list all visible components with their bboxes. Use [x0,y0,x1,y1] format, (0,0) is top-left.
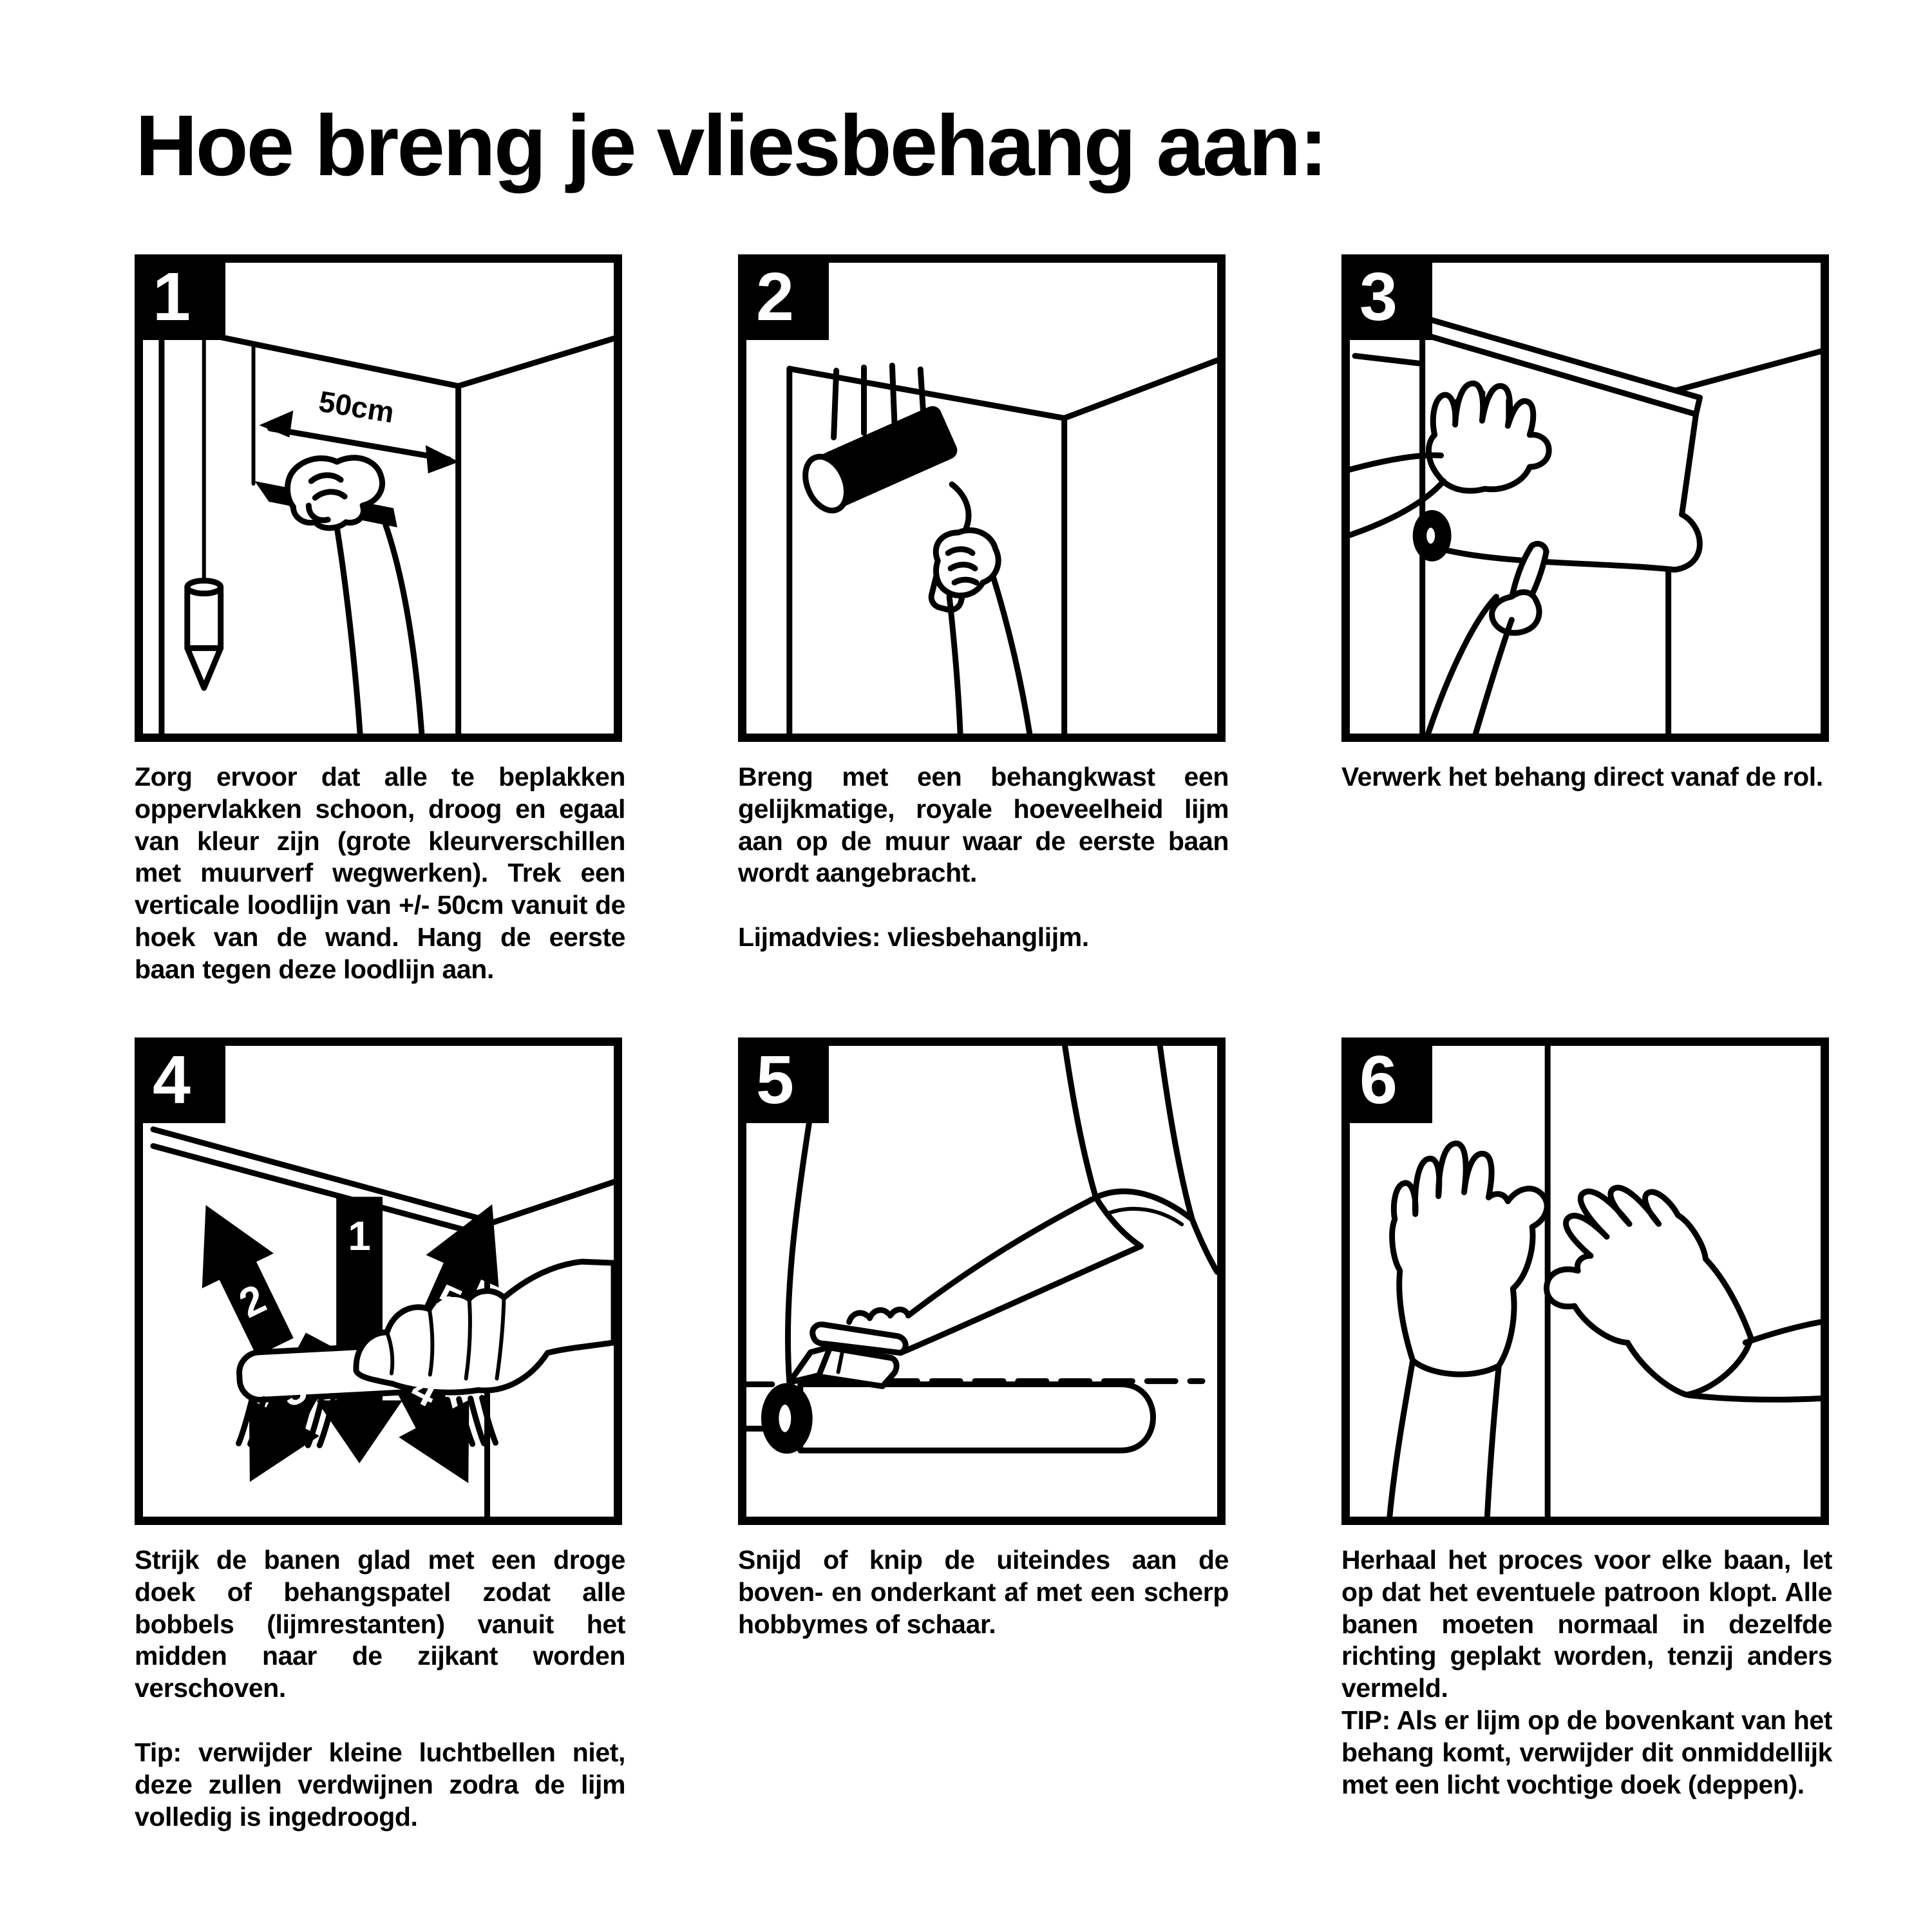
arrow-number-5: 5 [428,1274,469,1327]
right-hand [1511,1154,1821,1432]
caption-text: Snijd of knip de uiteindes aan de boven- en onderkant af met een scherp hobbymes of schaar. [738,1545,1229,1639]
caption-text: Strijk de banen glad met een droge doek of behangspatel zodat alle bobbels (lijmrestanten) vanuit het midden naar de zijkant worden verschoven. [135,1545,625,1703]
step-panel-5 [738,1037,1226,1525]
step-number: 5 [756,1042,794,1118]
step-number: 6 [1359,1042,1397,1118]
page-title: Hoe breng je vliesbehang aan: [135,98,1327,194]
step-panel-6 [1341,1037,1829,1525]
caption-text: Verwerk het behang direct vanaf de rol. [1341,762,1823,791]
caption-text: Zorg ervoor dat alle te beplakken oppervlakken schoon, droog en egaal van kleur zijn (grote kleurverschillen met muurverf wegwerken). Trek een verticale loodlijn van +/- 50cm vanuit de hoek van de wand. Hang de eerste baan tegen deze loodlijn aan. [135,762,625,984]
step-number-badge [135,254,225,340]
arrow-number-2: 2 [232,1274,273,1327]
step-panel-3 [1341,254,1829,742]
step-number-badge [135,1037,225,1123]
step-number: 3 [1359,259,1397,335]
hand-with-knife [813,1197,1141,1352]
caption-text: Herhaal het proces voor elke baan, let op dat het eventuele patroon klopt. Alle banen moeten normaal in dezelfde richting geplakt worden, tenzij anders vermeld. [1341,1545,1832,1703]
caption-step-5 [738,1544,1229,1640]
wallpaper-roll [800,1385,1153,1451]
caption-step-1 [135,761,625,986]
step-panel-4 [135,1037,622,1525]
step-panel-2 [738,254,1226,742]
measure-label: 50cm [316,384,397,430]
caption-tip: TIP: Als er lijm op de bovenkant van het behang komt, verwijder dit onmiddellijk met een licht vochtige doek (deppen). [1341,1705,1832,1799]
left-hand [1390,1143,1547,1517]
step-number: 2 [756,259,794,335]
caption-tip: Tip: verwijder kleine luchtbellen niet, deze zullen verdwijnen zodra de lijm volledig is ingedroogd. [135,1738,625,1832]
step-number-badge [738,1037,829,1123]
hand-holding-roller [936,530,1030,734]
plumb-bob-icon [187,581,221,688]
arrow-number-4: 4 [404,1364,446,1417]
lower-hand-holding-edge [1428,544,1546,734]
step-number: 4 [153,1042,191,1118]
arrow-number-3: 3 [272,1364,314,1417]
hand-with-pencil [255,458,422,734]
caption-step-4 [135,1544,625,1833]
caption-step-2 [738,761,1229,954]
step-number-badge [1341,1037,1432,1123]
step-panel-1 [135,254,622,742]
caption-step-6 [1341,1544,1832,1801]
step-number-badge [738,254,829,340]
step-number-badge [1341,254,1432,340]
caption-text: Breng met een behangkwast een gelijkmatige, royale hoeveelheid lijm aan op de muur waar de eerste baan wordt aangebracht. [738,762,1229,888]
arrow-up-left [170,1188,311,1365]
caption-tip: Lijmadvies: vliesbehanglijm. [738,922,1089,952]
step-number: 1 [153,259,191,335]
paper-edge [788,1122,809,1383]
shirt-sleeve [1065,1046,1217,1272]
arrow-number-1: 1 [348,1213,371,1260]
caption-step-3 [1341,761,1832,793]
